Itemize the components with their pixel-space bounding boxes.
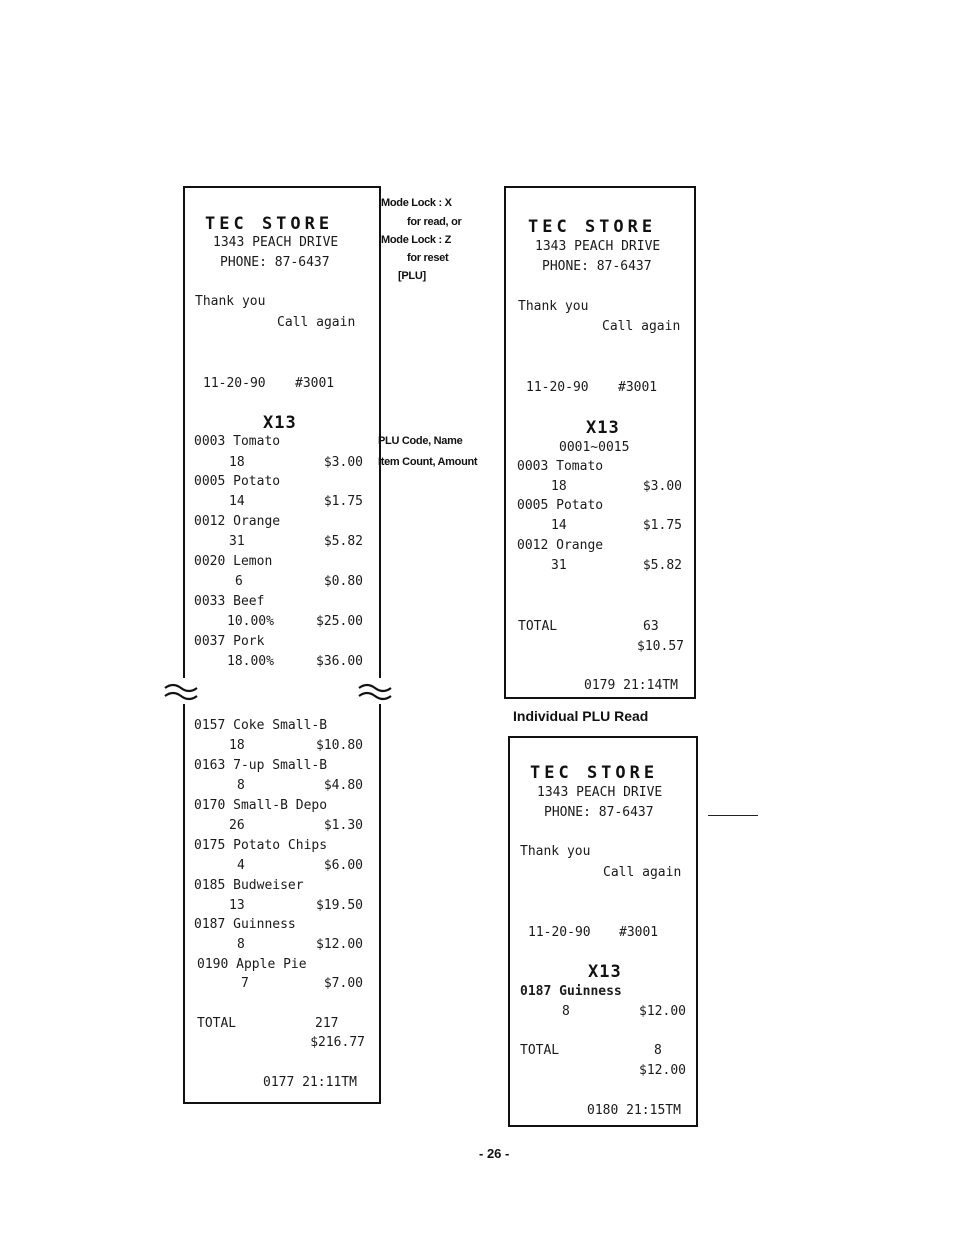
store-phone: PHONE: 87-6437	[220, 255, 330, 270]
item-count: 18	[229, 455, 245, 470]
item-name: 0170 Small-B Depo	[194, 798, 328, 813]
receipt-plu-range	[504, 186, 696, 699]
total-label: TOTAL	[518, 619, 558, 634]
annotation-plu-key: [PLU]	[398, 270, 426, 282]
item-amount: $5.82	[323, 534, 363, 549]
item-count: 7	[241, 976, 249, 991]
total-label: TOTAL	[197, 1016, 237, 1031]
receipt-single-plu	[508, 736, 698, 1127]
total-count: 63	[643, 619, 659, 634]
item-name: 0005 Potato	[517, 498, 604, 513]
item-name: 0157 Coke Small-B	[194, 718, 328, 733]
store-phone: PHONE: 87-6437	[542, 259, 652, 274]
item-amount: $5.82	[642, 558, 682, 573]
item-amount: $1.75	[323, 494, 363, 509]
total-amount: $216.77	[310, 1035, 365, 1050]
item-count: 18	[229, 738, 245, 753]
thank-you: Thank you	[195, 294, 266, 309]
item-name: 0187 Guinness	[194, 917, 296, 932]
item-count: 8	[237, 778, 245, 793]
item-amount: $1.30	[323, 818, 363, 833]
item-count: 31	[229, 534, 245, 549]
annotation-for-reset: for reset	[407, 252, 449, 264]
call-again: Call again	[603, 865, 682, 880]
item-count: 18.00%	[227, 654, 274, 669]
item-amount: $19.50	[316, 898, 363, 913]
item-count: 6	[235, 574, 243, 589]
call-again: Call again	[602, 319, 681, 334]
item-amount: $1.75	[642, 518, 682, 533]
store-phone: PHONE: 87-6437	[544, 805, 654, 820]
item-amount: $25.00	[316, 614, 363, 629]
date: 11-20-90	[203, 376, 266, 391]
annotation-item-count-amount: Item Count, Amount	[378, 456, 478, 468]
item-name: 0003 Tomato	[517, 459, 604, 474]
item-amount: $0.80	[323, 574, 363, 589]
item-count: 10.00%	[227, 614, 274, 629]
receipt-footer: 0177 21:11TM	[263, 1075, 357, 1090]
annotation-for-read: for read, or	[407, 216, 462, 228]
receipt-footer: 0179 21:14TM	[584, 678, 678, 693]
item-name: 0020 Lemon	[194, 554, 273, 569]
item-count: 18	[551, 479, 567, 494]
item-name: 0033 Beef	[194, 594, 265, 609]
item-count: 14	[551, 518, 567, 533]
date: 11-20-90	[528, 925, 591, 940]
page-number: - 26 -	[479, 1146, 510, 1161]
item-count: 8	[237, 937, 245, 952]
report-code: X13	[263, 413, 297, 433]
report-code: X13	[586, 418, 620, 438]
store-name: TEC STORE	[205, 214, 334, 234]
item-amount: $12.00	[316, 937, 363, 952]
store-name: TEC STORE	[530, 763, 659, 783]
caption-individual-plu-read: Individual PLU Read	[513, 708, 649, 724]
store-name: TEC STORE	[528, 217, 657, 237]
total-count: 217	[315, 1016, 339, 1031]
item-amount: $6.00	[323, 858, 363, 873]
store-address: 1343 PEACH DRIVE	[213, 235, 339, 250]
thank-you: Thank you	[518, 299, 589, 314]
total-label: TOTAL	[520, 1043, 560, 1058]
item-name: 0012 Orange	[194, 514, 281, 529]
item-amount: $10.80	[316, 738, 363, 753]
annotation-plu-code-name: PLU Code, Name	[378, 435, 463, 447]
item-amount: $36.00	[316, 654, 363, 669]
item-count: 26	[229, 818, 245, 833]
total-amount: $10.57	[637, 639, 684, 654]
register-number: #3001	[295, 376, 335, 391]
break-mark-left-icon	[163, 680, 203, 704]
thank-you: Thank you	[520, 844, 591, 859]
item-count: 13	[229, 898, 245, 913]
register-number: #3001	[619, 925, 659, 940]
item-count: 31	[551, 558, 567, 573]
call-again: Call again	[277, 315, 356, 330]
item-name: 0190 Apple Pie	[197, 957, 307, 972]
plu-range: 0001~0015	[559, 440, 630, 455]
store-address: 1343 PEACH DRIVE	[535, 239, 661, 254]
item-name: 0175 Potato Chips	[194, 838, 328, 853]
item-amount: $4.80	[323, 778, 363, 793]
item-name: 0187 Guinness	[520, 984, 622, 999]
annotation-mode-lock-z: Mode Lock : Z	[381, 234, 452, 246]
break-mark-right-icon	[357, 680, 397, 704]
item-name: 0005 Potato	[194, 474, 281, 489]
item-name: 0163 7-up Small-B	[194, 758, 328, 773]
item-name: 0003 Tomato	[194, 434, 281, 449]
item-amount: $3.00	[642, 479, 682, 494]
item-count: 4	[237, 858, 245, 873]
divider-line	[708, 815, 758, 816]
item-name: 0012 Orange	[517, 538, 604, 553]
item-count: 14	[229, 494, 245, 509]
receipt-footer: 0180 21:15TM	[587, 1103, 681, 1118]
date: 11-20-90	[526, 380, 589, 395]
report-code: X13	[588, 962, 622, 982]
store-address: 1343 PEACH DRIVE	[537, 785, 663, 800]
item-count: 8	[562, 1004, 570, 1019]
item-name: 0037 Pork	[194, 634, 265, 649]
annotation-mode-lock-x: Mode Lock : X	[381, 197, 452, 209]
total-count: 8	[654, 1043, 662, 1058]
item-amount: $3.00	[323, 455, 363, 470]
item-amount: $12.00	[639, 1004, 686, 1019]
total-amount: $12.00	[639, 1063, 686, 1078]
item-amount: $7.00	[323, 976, 363, 991]
item-name: 0185 Budweiser	[194, 878, 304, 893]
receipt-all-plu	[183, 186, 381, 1104]
register-number: #3001	[618, 380, 658, 395]
